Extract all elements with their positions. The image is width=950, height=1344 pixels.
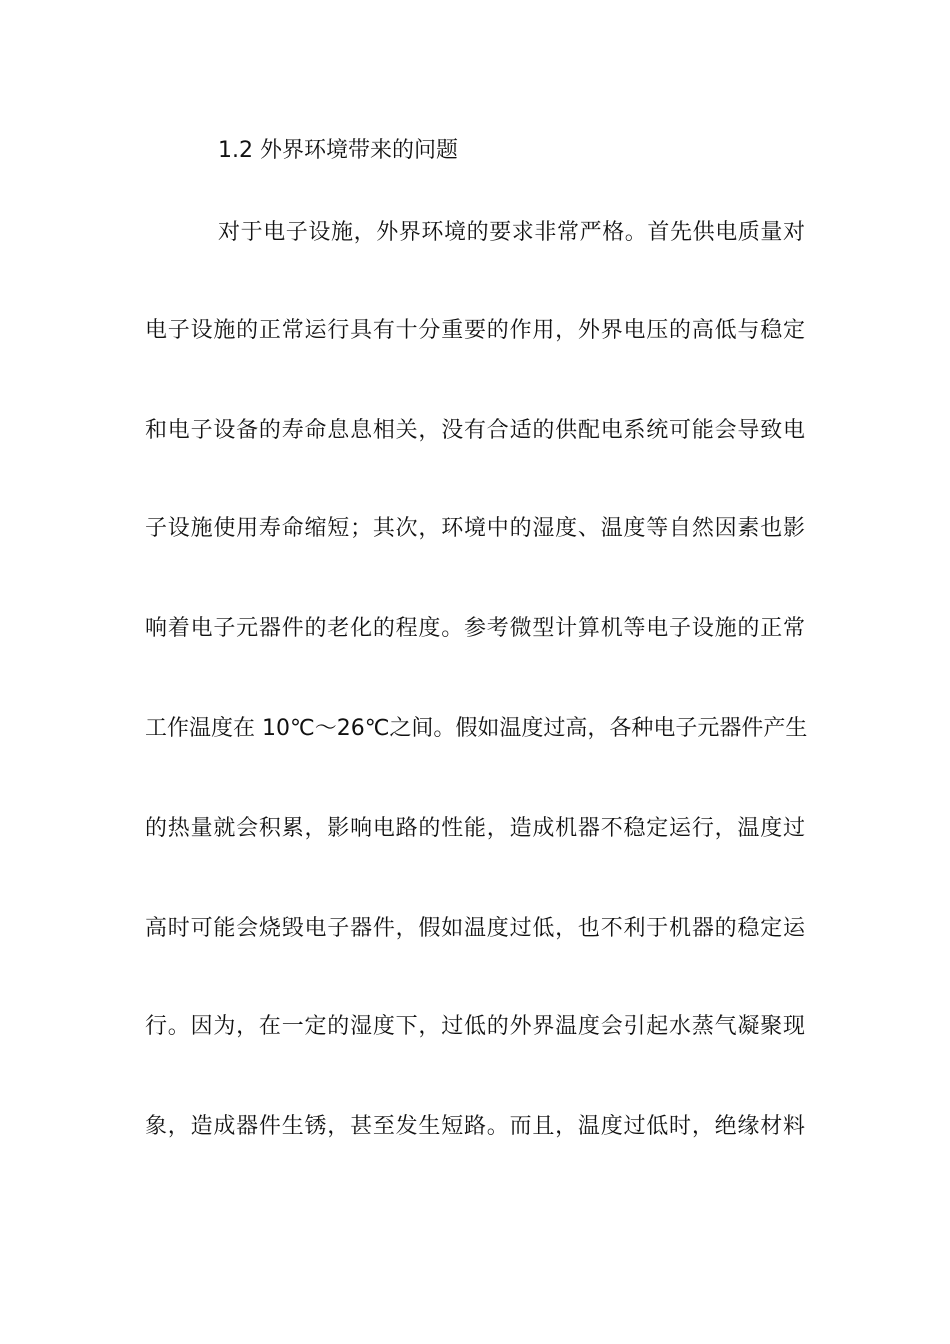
paragraph-line: 子设施使用寿命缩短；其次，环境中的湿度、温度等自然因素也影 bbox=[145, 516, 805, 541]
paragraph-line: 和电子设备的寿命息息相关，没有合适的供配电系统可能会导致电 bbox=[145, 418, 805, 443]
paragraph-line: 高时可能会烧毁电子器件，假如温度过低，也不利于机器的稳定运 bbox=[145, 916, 805, 941]
paragraph-line: 的热量就会积累，影响电路的性能，造成机器不稳定运行，温度过 bbox=[145, 816, 805, 841]
section-heading: 1.2 外界环境带来的问题 bbox=[218, 138, 458, 163]
paragraph-line: 电子设施的正常运行具有十分重要的作用，外界电压的高低与稳定 bbox=[145, 318, 805, 343]
paragraph-line: 象，造成器件生锈，甚至发生短路。而且，温度过低时，绝缘材料 bbox=[145, 1114, 805, 1139]
paragraph-line: 行。因为，在一定的湿度下，过低的外界温度会引起水蒸气凝聚现 bbox=[145, 1014, 805, 1039]
paragraph-line: 工作温度在 10℃～26℃之间。假如温度过高，各种电子元器件产生 bbox=[145, 716, 808, 741]
paragraph-line: 对于电子设施，外界环境的要求非常严格。首先供电质量对 bbox=[218, 220, 805, 245]
paragraph-line: 响着电子元器件的老化的程度。参考微型计算机等电子设施的正常 bbox=[145, 616, 805, 641]
